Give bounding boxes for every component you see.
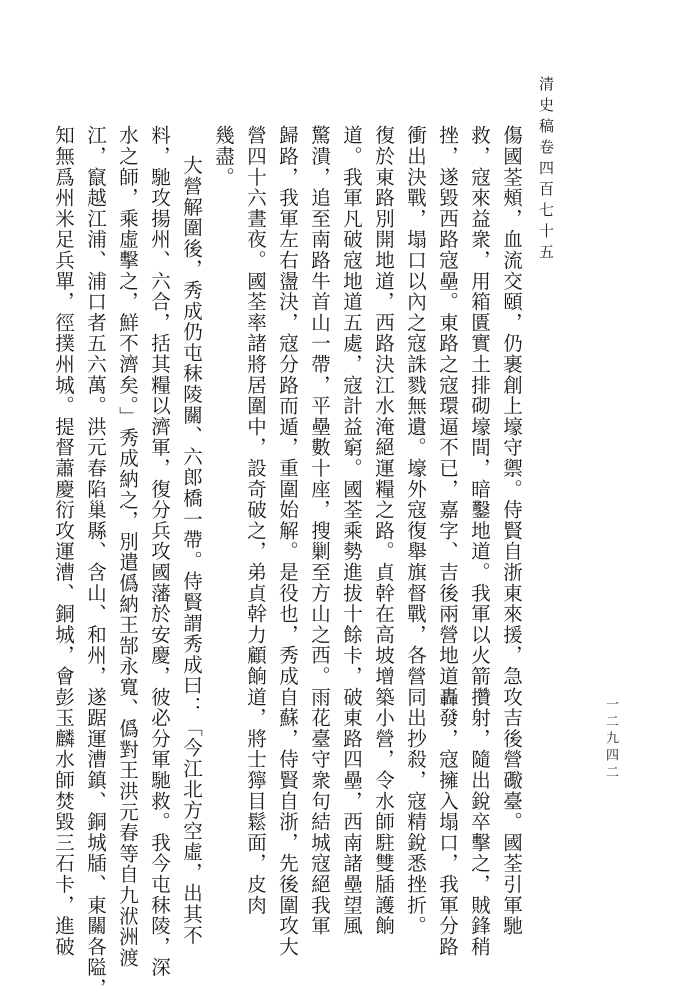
text-column: 傷國荃頰，血流交頤，仍裹創上壕守禦。侍賢自浙東來援，急攻吉後營礮臺。國荃引軍馳 bbox=[500, 125, 523, 937]
text-column: 江，竄越江浦、浦口者五六萬。洪元春陷巢縣、含山、和州，遂踞運漕鎮、銅城牐、東關各隘， bbox=[84, 125, 107, 999]
text-column: 幾盡。 bbox=[212, 125, 235, 188]
text-column: 歸路，我軍左右盪決，寇分路而遁，重圍始解。是役也，秀成自蘇，侍賢自浙，先後圍攻大 bbox=[276, 125, 299, 957]
text-column: 驚潰，追至南路牛首山一帶，平壘數十座，搜剿至方山之西。雨花臺守衆句結城寇絕我軍 bbox=[308, 125, 331, 937]
text-column: 料，馳攻揚州、六合，括其糧以濟軍，復分兵攻國藩於安慶，彼必分軍馳救。我今屯秣陵，深 bbox=[148, 125, 171, 978]
text-column: 知無爲州米足兵單，徑撲州城。提督蕭慶衍攻運漕、銅城，會彭玉麟水師焚毀三石卡，進破 bbox=[52, 125, 75, 957]
text-column: 大營解圍後，秀成仍屯秣陵關、六郎橋一帶。侍賢謂秀成曰：「今江北方空虛，出其不 bbox=[180, 155, 203, 946]
text-column: 救，寇來益衆，用箱匱實土排砌壕間，暗鑿地道。我軍以火箭攢射，隨出銳卒擊之，賊鋒稍 bbox=[468, 125, 491, 957]
page-number: 一二九四二 bbox=[603, 697, 618, 782]
text-column: 衝出決戰，塌口以內之寇誅戮無遺。壕外寇復舉旗督戰，各營同出抄殺，寇精銳悉挫折。 bbox=[404, 125, 427, 937]
text-column: 營四十六晝夜。國荃率諸將居圍中，設奇破之，弟貞幹力顧餉道，將士獰目鬆面，皮肉 bbox=[244, 125, 267, 916]
text-column: 水之師，乘虛擊之，鮮不濟矣。」秀成納之，別遣僞納王郜永寬、僞對王洪元春等自九洑洲渡 bbox=[116, 125, 139, 969]
text-column: 道。我軍凡破寇地道五處，寇計益窮。國荃乘勢進拔十餘卡，破東路四壘，西南諸壘望風 bbox=[340, 125, 363, 937]
running-header: 清史稿卷四百七十五 bbox=[537, 76, 555, 265]
text-column: 挫，遂毀西路寇壘。東路之寇環逼不已，嘉字、吉後兩營地道轟發，寇擁入塌口，我軍分路 bbox=[436, 125, 459, 957]
text-column: 復於東路別開地道，西路決江水淹絕運糧之路。貞幹在高坡增築小營，令水師駐雙牐護餉 bbox=[372, 125, 395, 937]
